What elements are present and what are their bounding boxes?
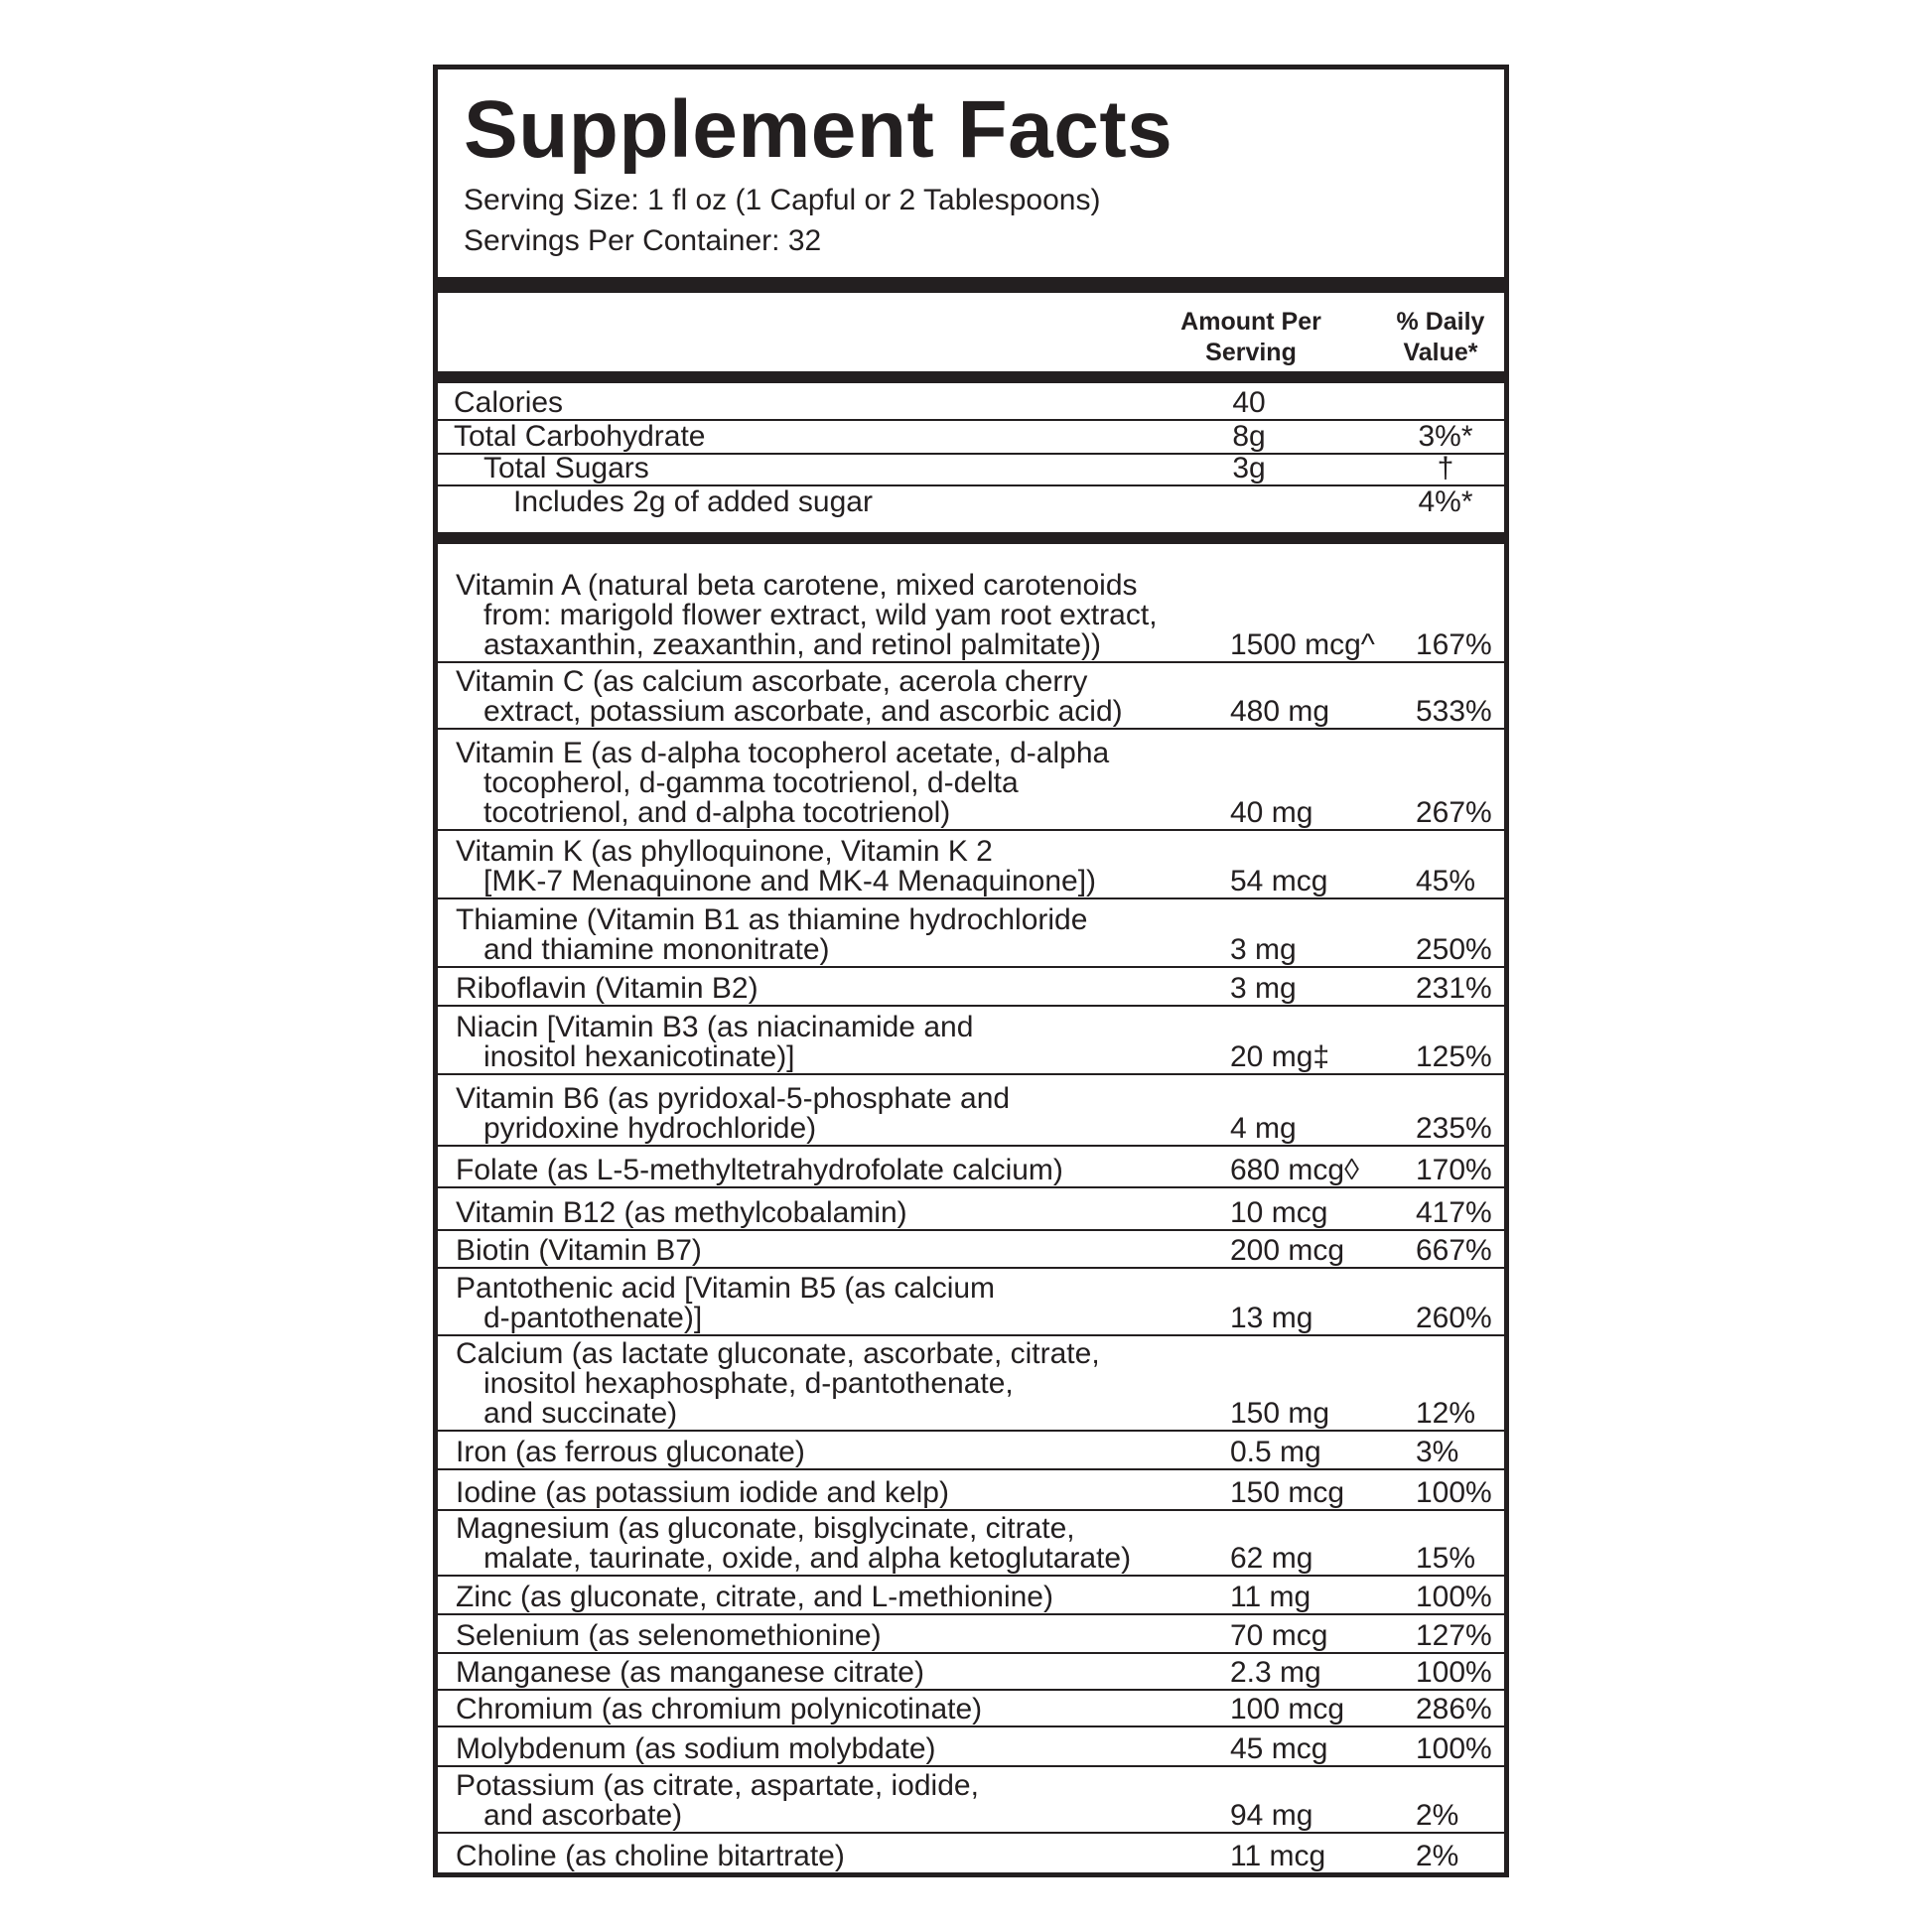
nutrient-name-line: Thiamine (Vitamin B1 as thiamine hydrochloride — [456, 903, 1088, 936]
nutrient-name — [456, 1658, 924, 1688]
daily-value-header — [1376, 307, 1505, 368]
nutrient-name-line: tocopherol, d-gamma tocotrienol, d-delta — [483, 766, 1019, 799]
nutrient-name — [456, 1274, 995, 1333]
nutrient-daily-value: 100% — [1416, 1476, 1492, 1509]
fact-amount: 8g — [1232, 420, 1266, 453]
nutrient-row — [438, 1269, 1504, 1336]
nutrient-name — [456, 905, 1087, 965]
nutrient-amount: 150 mcg — [1230, 1476, 1345, 1509]
nutrient-name — [456, 1734, 936, 1764]
amount-per-serving-header — [1157, 307, 1345, 368]
nutrient-name-line: Zinc (as gluconate, citrate, and L-methionine) — [456, 1581, 1053, 1613]
nutrient-row — [438, 1188, 1504, 1231]
amount-header-line-1: Amount Per — [1180, 308, 1321, 336]
dv-header-line-1: % Daily — [1396, 308, 1485, 336]
nutrient-daily-value: 260% — [1416, 1302, 1492, 1334]
nutrient-amount: 2.3 mg — [1230, 1656, 1321, 1689]
fact-amount: 3g — [1232, 452, 1266, 484]
nutrient-name-line: Vitamin C (as calcium ascorbate, acerola cherry — [456, 665, 1088, 698]
nutrient-name-line: Vitamin A (natural beta carotene, mixed carotenoids — [456, 569, 1138, 602]
nutrient-daily-value: 170% — [1416, 1154, 1492, 1186]
thick-divider — [438, 371, 1504, 383]
nutrient-row — [438, 899, 1504, 968]
nutrient-amount: 100 mcg — [1230, 1693, 1345, 1725]
nutrient-row — [438, 1691, 1504, 1727]
nutrient-daily-value: 267% — [1416, 796, 1492, 829]
nutrient-name-line: Selenium (as selenomethionine) — [456, 1619, 882, 1652]
nutrient-daily-value: 100% — [1416, 1581, 1492, 1613]
nutrient-name — [456, 571, 1158, 660]
nutrient-amount: 94 mg — [1230, 1799, 1313, 1832]
nutrient-daily-value: 250% — [1416, 933, 1492, 966]
fact-name: Total Sugars — [483, 452, 649, 484]
nutrient-name-line: Vitamin K (as phylloquinone, Vitamin K 2 — [456, 835, 993, 868]
nutrient-row — [438, 1432, 1504, 1470]
fact-row-total-carbohydrate — [438, 421, 1504, 455]
nutrient-name-line: Iodine (as potassium iodide and kelp) — [456, 1476, 949, 1509]
nutrient-daily-value: 235% — [1416, 1112, 1492, 1145]
nutrient-name-line: Chromium (as chromium polynicotinate) — [456, 1693, 983, 1725]
nutrient-row — [438, 730, 1504, 831]
nutrient-daily-value: 100% — [1416, 1732, 1492, 1765]
nutrient-name — [456, 739, 1109, 828]
nutrient-row — [438, 1147, 1504, 1188]
nutrient-name — [456, 1438, 805, 1467]
nutrient-row — [438, 1007, 1504, 1075]
amount-header-line-2: Serving — [1205, 339, 1297, 366]
nutrient-daily-value: 45% — [1416, 865, 1476, 897]
nutrient-row — [438, 663, 1504, 730]
nutrient-amount: 70 mcg — [1230, 1619, 1328, 1652]
nutrient-row — [438, 1577, 1504, 1615]
nutrient-row — [438, 1727, 1504, 1767]
nutrient-name-line: Molybdenum (as sodium molybdate) — [456, 1732, 936, 1765]
nutrient-name-line: inositol hexanicotinate)] — [483, 1040, 795, 1073]
fact-name: Includes 2g of added sugar — [513, 485, 873, 518]
nutrient-row — [438, 968, 1504, 1007]
nutrient-amount: 200 mcg — [1230, 1234, 1345, 1267]
nutrient-row — [438, 544, 1504, 663]
nutrient-row — [438, 1470, 1504, 1511]
nutrient-row — [438, 1231, 1504, 1269]
nutrient-daily-value: 667% — [1416, 1234, 1492, 1267]
nutrient-daily-value: 286% — [1416, 1693, 1492, 1725]
fact-row-calories — [438, 383, 1504, 421]
nutrient-amount: 40 mg — [1230, 796, 1313, 829]
nutrient-row — [438, 1654, 1504, 1691]
nutrient-name — [456, 1771, 979, 1831]
thick-divider — [438, 532, 1504, 544]
fact-daily-value: † — [1437, 452, 1454, 484]
nutrient-name-line: Niacin [Vitamin B3 (as niacinamide and — [456, 1011, 974, 1043]
nutrient-name — [456, 1156, 1063, 1185]
nutrient-name — [456, 1842, 845, 1871]
nutrient-name-line: malate, taurinate, oxide, and alpha ketoglutarate) — [483, 1542, 1132, 1575]
nutrient-name-line: inositol hexaphosphate, d-pantothenate, — [483, 1367, 1014, 1400]
nutrient-name-line: and thiamine mononitrate) — [483, 933, 830, 966]
nutrient-amount: 480 mg — [1230, 695, 1330, 728]
servings-per-container: Servings Per Container: 32 — [464, 224, 822, 257]
fact-row-added-sugar — [438, 486, 1504, 518]
nutrient-daily-value: 231% — [1416, 972, 1492, 1005]
nutrient-name-line: Calcium (as lactate gluconate, ascorbate, citrate, — [456, 1337, 1100, 1370]
nutrient-name — [456, 1621, 882, 1651]
nutrient-daily-value: 533% — [1416, 695, 1492, 728]
nutrient-amount: 45 mcg — [1230, 1732, 1328, 1765]
nutrient-name — [456, 1478, 949, 1508]
nutrient-name-line: Potassium (as citrate, aspartate, iodide, — [456, 1769, 979, 1802]
nutrient-name-line: pyridoxine hydrochloride) — [483, 1112, 817, 1145]
nutrient-name — [456, 974, 759, 1004]
nutrient-row — [438, 831, 1504, 899]
nutrient-row — [438, 1336, 1504, 1432]
nutrient-amount: 1500 mcg^ — [1230, 628, 1375, 661]
nutrient-amount: 4 mg — [1230, 1112, 1297, 1145]
nutrient-name-line: Folate (as L-5-methyltetrahydrofolate calcium) — [456, 1154, 1063, 1186]
fact-row-total-sugars — [438, 452, 1504, 486]
nutrient-daily-value: 127% — [1416, 1619, 1492, 1652]
fact-daily-value: 4%* — [1418, 485, 1473, 518]
nutrient-row — [438, 1075, 1504, 1147]
nutrient-name-line: tocotrienol, and d-alpha tocotrienol) — [483, 796, 951, 829]
nutrient-daily-value: 100% — [1416, 1656, 1492, 1689]
nutrient-row — [438, 1511, 1504, 1577]
nutrient-name-line: and succinate) — [483, 1397, 678, 1430]
nutrient-daily-value: 417% — [1416, 1196, 1492, 1229]
nutrient-amount: 20 mg‡ — [1230, 1040, 1330, 1073]
fact-daily-value: 3%* — [1418, 420, 1473, 453]
nutrient-name-line: from: marigold flower extract, wild yam root extract, — [483, 599, 1158, 631]
nutrient-name-line: Riboflavin (Vitamin B2) — [456, 972, 759, 1005]
nutrient-name — [456, 1514, 1131, 1574]
nutrient-row — [438, 1834, 1504, 1872]
nutrient-amount: 11 mg — [1230, 1581, 1311, 1613]
nutrient-name-line: Biotin (Vitamin B7) — [456, 1234, 702, 1267]
nutrient-name — [456, 1198, 907, 1228]
fact-name: Calories — [454, 386, 564, 419]
nutrient-amount: 62 mg — [1230, 1542, 1313, 1575]
nutrient-name — [456, 1013, 973, 1072]
nutrient-amount: 0.5 mg — [1230, 1436, 1321, 1468]
dv-header-line-2: Value* — [1403, 339, 1478, 366]
nutrient-name — [456, 1084, 1010, 1144]
nutrient-row — [438, 1767, 1504, 1834]
nutrient-daily-value: 3% — [1416, 1436, 1459, 1468]
nutrient-amount: 13 mg — [1230, 1302, 1313, 1334]
nutrient-daily-value: 2% — [1416, 1840, 1459, 1872]
nutrient-name — [456, 1695, 982, 1725]
nutrient-row — [438, 1615, 1504, 1654]
nutrient-daily-value: 2% — [1416, 1799, 1459, 1832]
nutrient-name — [456, 837, 1096, 897]
nutrient-daily-value: 125% — [1416, 1040, 1492, 1073]
nutrient-amount: 150 mg — [1230, 1397, 1330, 1430]
nutrient-daily-value: 12% — [1416, 1397, 1476, 1430]
nutrient-name-line: Vitamin E (as d-alpha tocopherol acetate, d-alpha — [456, 737, 1110, 769]
nutrient-daily-value: 15% — [1416, 1542, 1476, 1575]
nutrient-name — [456, 667, 1123, 727]
nutrient-name — [456, 1339, 1100, 1429]
nutrient-name-line: astaxanthin, zeaxanthin, and retinol palmitate)) — [483, 628, 1102, 661]
nutrient-daily-value: 167% — [1416, 628, 1492, 661]
nutrient-name-line: Pantothenic acid [Vitamin B5 (as calcium — [456, 1272, 996, 1305]
nutrient-amount: 11 mcg — [1230, 1840, 1326, 1872]
nutrient-amount: 54 mcg — [1230, 865, 1328, 897]
nutrient-name-line: Vitamin B12 (as methylcobalamin) — [456, 1196, 907, 1229]
nutrient-amount: 3 mg — [1230, 972, 1297, 1005]
nutrient-amount: 3 mg — [1230, 933, 1297, 966]
nutrient-name-line: Manganese (as manganese citrate) — [456, 1656, 924, 1689]
supplement-facts-panel — [433, 65, 1509, 1877]
nutrient-name-line: Iron (as ferrous gluconate) — [456, 1436, 805, 1468]
nutrient-name-line: Vitamin B6 (as pyridoxal-5-phosphate and — [456, 1082, 1011, 1115]
nutrient-name — [456, 1236, 702, 1266]
nutrient-name-line: extract, potassium ascorbate, and ascorbic acid) — [483, 695, 1123, 728]
fact-amount: 40 — [1232, 386, 1266, 419]
nutrient-name-line: [MK-7 Menaquinone and MK-4 Menaquinone]) — [483, 865, 1097, 897]
nutrient-name — [456, 1583, 1053, 1612]
nutrient-name-line: and ascorbate) — [483, 1799, 683, 1832]
thick-divider — [438, 277, 1504, 293]
nutrient-name-line: Magnesium (as gluconate, bisglycinate, citrate, — [456, 1512, 1075, 1545]
nutrient-amount: 10 mcg — [1230, 1196, 1328, 1229]
nutrient-amount: 680 mcg◊ — [1230, 1154, 1359, 1186]
nutrient-name-line: Choline (as choline bitartrate) — [456, 1840, 845, 1872]
panel-title: Supplement Facts — [464, 84, 1173, 175]
nutrient-name-line: d-pantothenate)] — [483, 1302, 703, 1334]
fact-name: Total Carbohydrate — [454, 420, 706, 453]
serving-size: Serving Size: 1 fl oz (1 Capful or 2 Tablespoons) — [464, 184, 1101, 216]
